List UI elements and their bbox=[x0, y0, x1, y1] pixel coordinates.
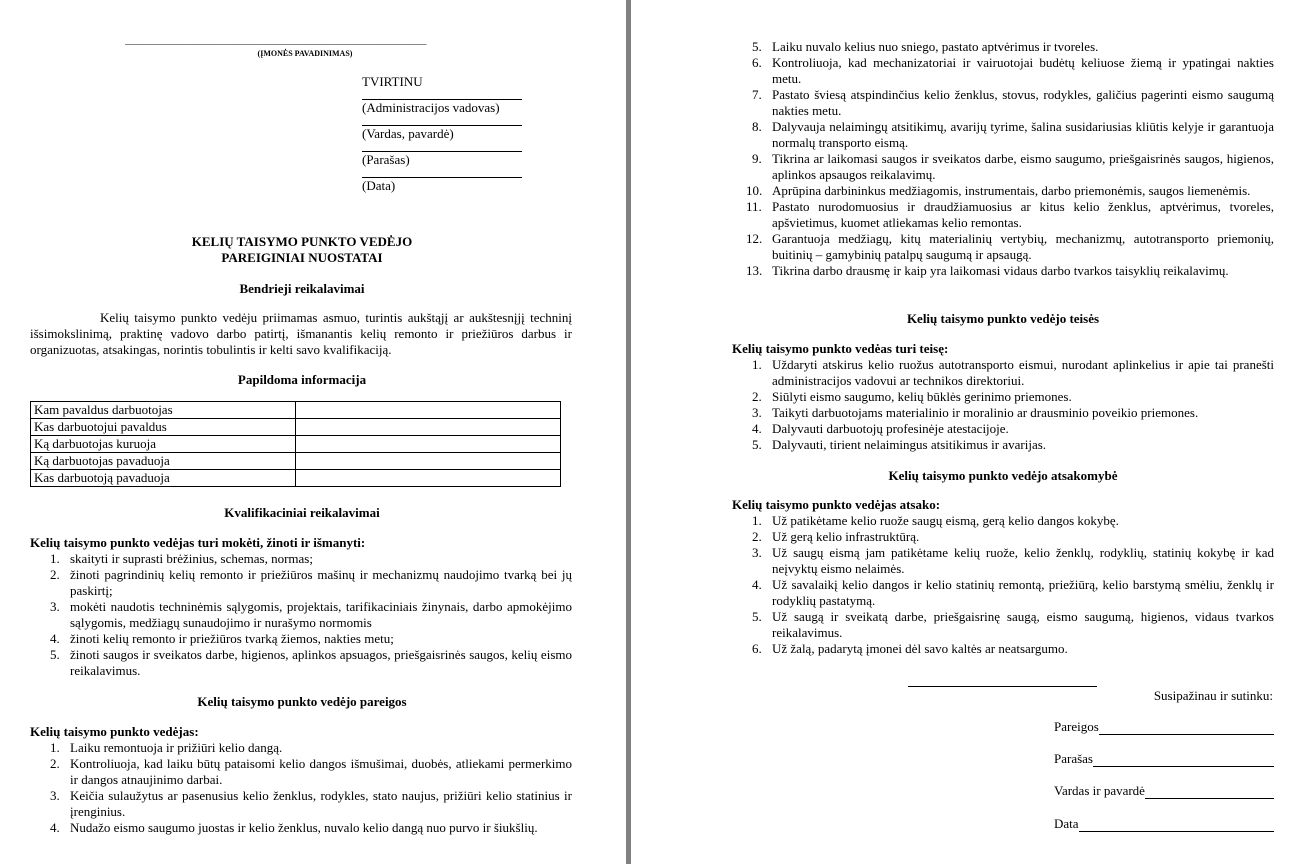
list-item: 3. Už saugų eismą jam patikėtame kelių ruože, kelio ženklų, rodyklių, statinių kokybę ir kad neįvyktų eismo nelaimės. bbox=[752, 545, 1274, 576]
document-title-line-2: PAREIGINIAI NUOSTATAI bbox=[221, 250, 383, 265]
list-item-text: žinoti pagrindinių kelių remonto ir priežiūros mašinų ir mechanizmų naudojimo tvarką bei jų paskirtį; bbox=[70, 567, 572, 598]
list-item: 11. Pastato nurodomuosius ir draudžiamuosius ar kitus kelio ženklus, aptvėrimus, tvoreles, apšvietimus, kuomet atliekamas kelio remontas. bbox=[746, 199, 1274, 230]
signature-line bbox=[908, 686, 1097, 687]
list-item: 4. Už savalaikį kelio dangos ir kelio statinių remontą, priežiūrą, kelio barstymą smėliu, ženklų ir rodyklių pastatymą. bbox=[752, 577, 1274, 608]
qualification-list bbox=[30, 551, 572, 679]
qualification-intro: Kelių taisymo punkto vedėjas turi mokėti, žinoti ir išmanyti: bbox=[30, 535, 366, 550]
list-item-text: Kontroliuoja, kad laiku būtų pataisomi kelio dangos išmušimai, duobės, atliekami permerkimo ir dangos atnaujinimo darbai. bbox=[70, 756, 572, 787]
list-item-text: Nudažo eismo saugumo juostas ir kelio ženklus, nuvalo kelio dangą nuo purvo ir šiukšlių. bbox=[70, 820, 538, 835]
list-item: 2. Kontroliuoja, kad laiku būtų pataisomi kelio dangos išmušimai, duobės, atliekami permerkimo ir dangos atnaujinimo darbai. bbox=[50, 756, 572, 787]
list-item: 2. žinoti pagrindinių kelių remonto ir priežiūros mašinų ir mechanizmų naudojimo tvarką bei jų paskirtį; bbox=[50, 567, 572, 598]
list-item: 9. Tikrina ar laikomasi saugos ir sveikatos darbe, eismo saugumo, priešgaisrinės saugos, higienos, aplinkos apsaugos reikalavimų. bbox=[752, 151, 1274, 182]
list-item: 5. Už saugą ir sveikatą darbe, priešgaisrinę saugą, eismo saugumą, higienos, vidaus tvarkos reikalavimus. bbox=[752, 609, 1274, 640]
info-table bbox=[30, 401, 561, 487]
list-item: 1. Uždaryti atskirus kelio ruožus autotransporto eismui, nurodant aplinkelius ir apie tai pranešti administracijos vadovui ar technikos direktoriui. bbox=[752, 357, 1274, 388]
list-item-text: Už savalaikį kelio dangos ir kelio statinių remontą, priežiūrą, kelio barstymą smėliu, ženklų ir rodyklių pastatymą. bbox=[772, 577, 1274, 608]
list-item: 5. žinoti saugos ir sveikatos darbe, higienos, aplinkos apsuagos, priešgaisrinės saugos, kelių eismo reikalavimus. bbox=[50, 647, 572, 678]
list-item-text: žinoti saugos ir sveikatos darbe, higienos, aplinkos apsuagos, priešgaisrinės saugos, kelių eismo reikalavimus. bbox=[70, 647, 572, 678]
right-page bbox=[732, 0, 1274, 864]
table-row bbox=[31, 453, 561, 470]
list-item: 1. Už patikėtame kelio ruože saugų eismą, gerą kelio dangos kokybę. bbox=[752, 513, 1119, 528]
rights-heading: Kelių taisymo punkto vedėjo teisės bbox=[906, 311, 1100, 326]
list-item-text: Už saugų eismą jam patikėtame kelių ruože, kelio ženklų, rodyklių, statinių kokybę ir kad neįvyktų eismo nelaimės. bbox=[772, 545, 1274, 576]
approve-title: TVIRTINU bbox=[362, 74, 423, 89]
list-item-text: Keičia sulaužytus ar pasenusius kelio ženklus, rodykles, stato naujus, prižiūri kelio statinius ir įrenginius. bbox=[70, 788, 572, 819]
additional-heading: Papildoma informacija bbox=[237, 372, 367, 387]
left-page bbox=[30, 0, 574, 864]
rights-list bbox=[732, 357, 1274, 453]
ack-field-position bbox=[1054, 719, 1274, 735]
acknowledgement-title: Susipažinau ir sutinku: bbox=[1153, 688, 1273, 703]
list-item-text: Laiku remontuoja ir prižiūri kelio dangą. bbox=[70, 740, 283, 755]
list-item-text: skaityti ir suprasti brėžinius, schemas, normas; bbox=[70, 551, 313, 566]
list-item: 8. Dalyvauja nelaimingų atsitikimų, avarijų tyrime, šalina susidariusias kliūtis kelyje ir garantuoja normalų transporto eismą. bbox=[752, 119, 1274, 150]
list-item-text: Už patikėtame kelio ruože saugų eismą, gerą kelio dangos kokybę. bbox=[772, 513, 1119, 528]
list-item-text: Dalyvauja nelaimingų atsitikimų, avarijų tyrime, šalina susidariusias kliūtis kelyje ir garantuoja normalų transporto eismą. bbox=[772, 119, 1274, 150]
list-item: 5. Laiku nuvalo kelius nuo sniego, pastato aptvėrimus ir tvoreles. bbox=[752, 39, 1099, 54]
table-row bbox=[31, 419, 561, 436]
list-item: 10. Aprūpina darbininkus medžiagomis, instrumentais, darbo priemonėmis, saugos liemenėmis. bbox=[746, 183, 1251, 198]
list-item-text: Kontroliuoja, kad mechanizatoriai ir vairuotojai budėtų keliuose žiemą ir ypatingai nakties metu. bbox=[772, 55, 1274, 86]
table-cell-value bbox=[296, 470, 561, 487]
document-title bbox=[30, 234, 574, 266]
list-item-text: Laiku nuvalo kelius nuo sniego, pastato aptvėrimus ir tvoreles. bbox=[772, 39, 1099, 54]
ack-field-name bbox=[1054, 783, 1274, 799]
table-cell-label: Ką darbuotojas kuruoja bbox=[31, 436, 296, 453]
general-heading: Bendrieji reikalavimai bbox=[239, 281, 365, 296]
ack-field-label: Vardas ir pavardė bbox=[1054, 783, 1145, 798]
table-cell-value bbox=[296, 419, 561, 436]
list-item-text: Garantuoja medžiagų, kitų materialinių vertybių, mechanizmų, autotransporto priemonių, buitinių – gamybinių patalpų saugumą ir apsaugą. bbox=[772, 231, 1274, 262]
approval-block bbox=[362, 74, 524, 194]
duties-list-continued bbox=[732, 39, 1274, 279]
list-item-text: Tikrina darbo drausmę ir kaip yra laikomasi vidaus darbo tvarkos taisyklių reikalavimų. bbox=[772, 263, 1229, 278]
list-item: 12. Garantuoja medžiagų, kitų materialinių vertybių, mechanizmų, autotransporto priemonių, buitinių – gamybinių patalpų saugumą ir apsaugą. bbox=[746, 231, 1274, 262]
table-row bbox=[31, 470, 561, 487]
responsibility-heading: Kelių taisymo punkto vedėjo atsakomybė bbox=[888, 468, 1118, 483]
approve-field: (Parašas) bbox=[362, 152, 410, 167]
list-item: 4. Dalyvauti darbuotojų profesinėje atestacijoje. bbox=[752, 421, 1009, 436]
list-item-text: Pastato šviesą atspindinčius kelio ženklus, stovus, rodykles, galičius pagerinti eismo saugumą nakties metu. bbox=[772, 87, 1274, 118]
list-item: 6. Kontroliuoja, kad mechanizatoriai ir vairuotojai budėtų keliuose žiemą ir ypatingai nakties metu. bbox=[752, 55, 1274, 86]
list-item-text: žinoti kelių remonto ir priežiūros tvarką žiemos, nakties metu; bbox=[70, 631, 394, 646]
company-name-label: (ĮMONĖS PAVADINIMAS) bbox=[257, 49, 353, 58]
table-cell-label: Kas darbuotoją pavaduoja bbox=[31, 470, 296, 487]
list-item-text: mokėti naudotis techninėmis sąlygomis, projektais, tarifikaciniais žinynais, darbo apmokėjimo sąlygomis, medžiagų sunaudojimo ir nurašymo normomis bbox=[70, 599, 572, 630]
responsibility-intro: Kelių taisymo punkto vedėjas atsako: bbox=[732, 497, 941, 512]
qualification-heading: Kvalifikaciniai reikalavimai bbox=[224, 505, 380, 520]
ack-field-line bbox=[1079, 818, 1274, 832]
ack-field-label: Data bbox=[1054, 816, 1079, 831]
list-item: 2. Už gerą kelio infrastruktūrą. bbox=[752, 529, 920, 544]
list-item: 1. Laiku remontuoja ir prižiūri kelio dangą. bbox=[50, 740, 283, 755]
company-name-line: ___________________________________________________________________ bbox=[125, 37, 427, 45]
approve-field: (Administracijos vadovas) bbox=[362, 100, 500, 115]
list-item: 6. Už žalą, padarytą įmonei dėl savo kaltės ar neatsargumo. bbox=[752, 641, 1068, 656]
list-item: 3. Keičia sulaužytus ar pasenusius kelio ženklus, rodykles, stato naujus, prižiūri kelio statinius ir įrenginius. bbox=[50, 788, 572, 819]
rights-intro: Kelių taisymo punkto vedėas turi teisę: bbox=[732, 341, 949, 356]
ack-field-line bbox=[1145, 785, 1274, 799]
table-cell-value bbox=[296, 436, 561, 453]
list-item: 13. Tikrina darbo drausmę ir kaip yra laikomasi vidaus darbo tvarkos taisyklių reikalavimų. bbox=[746, 263, 1229, 278]
ack-field-label: Pareigos bbox=[1054, 719, 1099, 734]
list-item: 1. skaityti ir suprasti brėžinius, schemas, normas; bbox=[50, 551, 313, 566]
approve-field: (Vardas, pavardė) bbox=[362, 126, 454, 141]
table-cell-label: Ką darbuotojas pavaduoja bbox=[31, 453, 296, 470]
table-cell-value bbox=[296, 402, 561, 419]
ack-field-label: Parašas bbox=[1054, 751, 1093, 766]
list-item-text: Dalyvauti, tirient nelaimingus atsitikimus ir avarijas. bbox=[772, 437, 1047, 452]
list-item: 5. Dalyvauti, tirient nelaimingus atsitikimus ir avarijas. bbox=[752, 437, 1047, 452]
duties-list bbox=[30, 740, 572, 836]
table-cell-value bbox=[296, 453, 561, 470]
list-item-text: Už saugą ir sveikatą darbe, priešgaisrinę saugą, eismo saugumą, higienos, vidaus tvarkos reikalavimus. bbox=[772, 609, 1274, 640]
duties-heading: Kelių taisymo punkto vedėjo pareigos bbox=[197, 694, 407, 709]
list-item-text: Aprūpina darbininkus medžiagomis, instrumentais, darbo priemonėmis, saugos liemenėmis. bbox=[772, 183, 1251, 198]
list-item: 3. mokėti naudotis techninėmis sąlygomis, projektais, tarifikaciniais žinynais, darbo apmokėjimo sąlygomis, medžiagų sunaudojimo ir nurašymo normomis bbox=[50, 599, 572, 630]
ack-field-date bbox=[1054, 816, 1274, 832]
list-item-text: Už žalą, padarytą įmonei dėl savo kaltės ar neatsargumo. bbox=[772, 641, 1068, 656]
list-item-text: Dalyvauti darbuotojų profesinėje atestacijoje. bbox=[772, 421, 1009, 436]
approve-field: (Data) bbox=[362, 178, 396, 193]
general-text: Kelių taisymo punkto vedėju priimamas asmuo, turintis aukštąjį ar aukštesnįjį techninį išsimokslinimą, praktinę vadovo darbo patirtį, išmanantis kelių remonto ir priežiūros darbus ir organizuotas, atsakingas, norintis tobulintis ir kelti savo kvalifikaciją. bbox=[30, 310, 572, 357]
table-cell-label: Kam pavaldus darbuotojas bbox=[31, 402, 296, 419]
ack-field-line bbox=[1093, 753, 1274, 767]
document-title-line-1: KELIŲ TAISYMO PUNKTO VEDĖJO bbox=[191, 234, 413, 249]
list-item-text: Pastato nurodomuosius ir draudžiamuosius ar kitus kelio ženklus, aptvėrimus, tvoreles, apšvietimus, kuomet atliekamas kelio remontas. bbox=[772, 199, 1274, 230]
list-item-text: Uždaryti atskirus kelio ruožus autotransporto eismui, nurodant aplinkelius ir apie tai pranešti administracijos vadovui ar technikos direktoriui. bbox=[772, 357, 1274, 388]
list-item: 3. Taikyti darbuotojams materialinio ir moralinio ar drausminio poveikio priemones. bbox=[752, 405, 1199, 420]
list-item-text: Siūlyti eismo saugumo, kelių būklės gerinimo priemones. bbox=[772, 389, 1072, 404]
ack-field-line bbox=[1099, 721, 1274, 735]
page-divider bbox=[626, 0, 631, 864]
list-item: 4. Nudažo eismo saugumo juostas ir kelio ženklus, nuvalo kelio dangą nuo purvo ir šiukšlių. bbox=[50, 820, 538, 835]
list-item-text: Taikyti darbuotojams materialinio ir moralinio ar drausminio poveikio priemones. bbox=[772, 405, 1199, 420]
table-row bbox=[31, 402, 561, 419]
list-item-text: Tikrina ar laikomasi saugos ir sveikatos darbe, eismo saugumo, priešgaisrinės saugos, higienos, aplinkos apsaugos reikalavimų. bbox=[772, 151, 1274, 182]
list-item: 7. Pastato šviesą atspindinčius kelio ženklus, stovus, rodykles, galičius pagerinti eismo saugumą nakties metu. bbox=[752, 87, 1274, 118]
table-row bbox=[31, 436, 561, 453]
table-cell-label: Kas darbuotojui pavaldus bbox=[31, 419, 296, 436]
list-item: 2. Siūlyti eismo saugumo, kelių būklės gerinimo priemones. bbox=[752, 389, 1072, 404]
duties-intro: Kelių taisymo punkto vedėjas: bbox=[30, 724, 199, 739]
ack-field-signature bbox=[1054, 751, 1274, 767]
list-item-text: Už gerą kelio infrastruktūrą. bbox=[772, 529, 920, 544]
responsibility-list bbox=[732, 513, 1274, 657]
list-item: 4. žinoti kelių remonto ir priežiūros tvarką žiemos, nakties metu; bbox=[50, 631, 394, 646]
